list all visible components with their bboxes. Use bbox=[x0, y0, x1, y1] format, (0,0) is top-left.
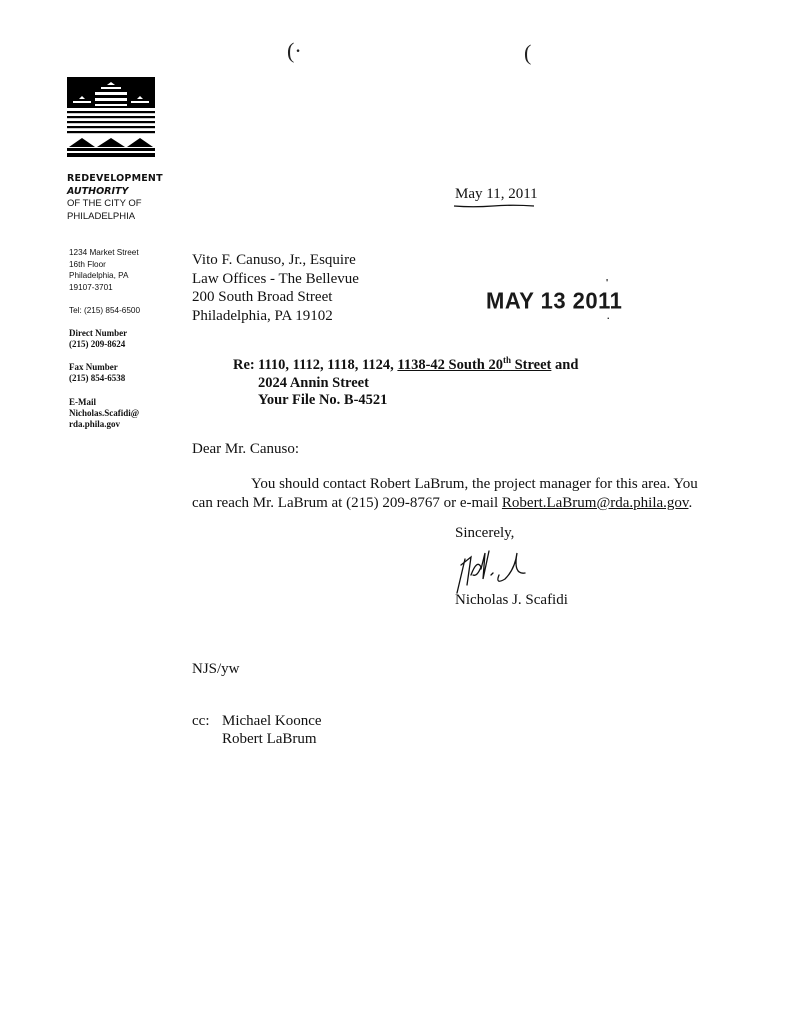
typist-initials: NJS/yw bbox=[192, 661, 240, 677]
recipient-line: Philadelphia, PA 19102 bbox=[192, 307, 333, 324]
direct-number-value: (215) 209-8624 bbox=[69, 339, 126, 349]
fax-number bbox=[69, 362, 125, 384]
address-line: Philadelphia, PA bbox=[69, 271, 129, 281]
org-name-line: OF THE CITY OF bbox=[67, 198, 142, 209]
letter-date: May 11, 2011 bbox=[455, 186, 538, 202]
direct-number-label: Direct Number bbox=[69, 328, 128, 338]
org-name bbox=[67, 173, 163, 223]
recipient-line: Law Offices - The Bellevue bbox=[192, 270, 359, 287]
stamp-mark: ' bbox=[606, 276, 609, 288]
re-line: 2024 Annin Street bbox=[258, 374, 369, 391]
signer-name: Nicholas J. Scafidi bbox=[455, 592, 568, 608]
email-value: Nicholas.Scafidi@ bbox=[69, 408, 140, 418]
cc-label: cc: bbox=[192, 713, 210, 729]
org-name-line: REDEVELOPMENT bbox=[67, 173, 163, 184]
org-telephone: Tel: (215) 854-6500 bbox=[69, 306, 141, 315]
cc-recipient: Michael Koonce bbox=[222, 713, 322, 729]
org-name-line: PHILADELPHIA bbox=[67, 210, 136, 222]
recipient-line: Vito F. Canuso, Jr., Esquire bbox=[192, 252, 356, 268]
cc-recipient: Robert LaBrum bbox=[222, 731, 317, 747]
salutation: Dear Mr. Canuso: bbox=[192, 441, 300, 457]
email-label: E-Mail bbox=[69, 397, 96, 407]
cc-line bbox=[192, 712, 322, 730]
fax-number-value: (215) 854-6538 bbox=[69, 373, 126, 383]
received-stamp-text: MAY 13 2011 bbox=[486, 287, 623, 314]
body-line: You should contact Robert LaBrum, the project manager for this area. You bbox=[251, 476, 698, 492]
re-line bbox=[233, 357, 578, 375]
re-line: Your File No. B-4521 bbox=[258, 392, 388, 408]
address-line: 19107-3701 bbox=[69, 282, 113, 292]
email-contact bbox=[69, 397, 139, 430]
org-name-line: AUTHORITY bbox=[67, 185, 129, 197]
handwritten-signature-icon bbox=[455, 545, 545, 595]
rda-logo-icon bbox=[67, 77, 155, 158]
stamp-mark: . bbox=[607, 310, 611, 321]
date-handwritten-underline bbox=[453, 204, 535, 208]
re-label: Re: bbox=[233, 357, 255, 373]
address-line: 16th Floor bbox=[69, 259, 106, 269]
re-underlined-address bbox=[397, 357, 551, 373]
received-stamp bbox=[486, 276, 623, 321]
fax-number-label: Fax Number bbox=[69, 362, 118, 372]
address-line: 1234 Market Street bbox=[69, 248, 139, 257]
body-paragraph bbox=[192, 475, 702, 512]
punch-hole-mark: ( bbox=[524, 40, 532, 65]
re-superscript: th bbox=[502, 355, 511, 366]
body-line bbox=[192, 494, 702, 513]
body-text: . bbox=[688, 494, 693, 511]
re-text: 1138-42 South 20 bbox=[397, 357, 503, 373]
recipient-line: 200 South Broad Street bbox=[192, 289, 333, 305]
re-text: 1110, 1112, 1118, 1124, bbox=[258, 357, 398, 373]
direct-number bbox=[69, 328, 127, 350]
email-value: rda.phila.gov bbox=[69, 419, 121, 429]
cc-list bbox=[192, 712, 322, 748]
punch-hole-mark: (· bbox=[287, 38, 302, 63]
closing: Sincerely, bbox=[455, 525, 515, 541]
recipient-address bbox=[192, 251, 359, 325]
email-link[interactable]: Robert.LaBrum@rda.phila.gov bbox=[501, 494, 689, 511]
org-address bbox=[69, 247, 139, 293]
re-text: Street bbox=[510, 357, 552, 373]
re-subject bbox=[233, 357, 578, 410]
body-text: can reach Mr. LaBrum at (215) 209-8767 or e-mail bbox=[192, 494, 502, 511]
re-text: and bbox=[551, 357, 579, 373]
